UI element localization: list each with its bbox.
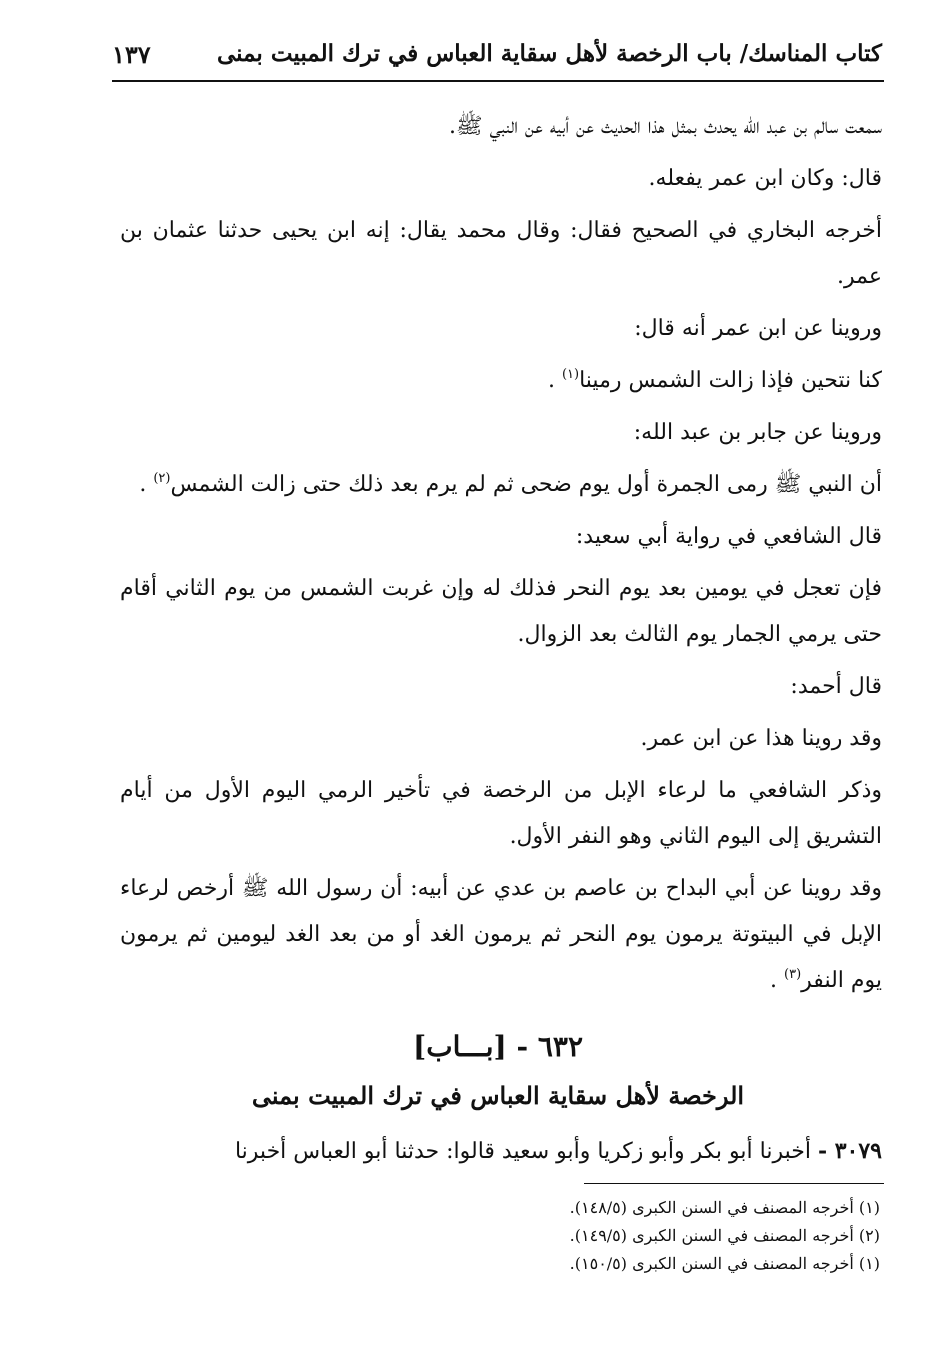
page-header [112,34,882,78]
footnote-rule [584,1183,884,1184]
header-rule [112,80,884,82]
paragraph: وروينا عن ابن عمر أنه قال: [634,316,882,341]
main-text [120,104,882,1010]
chapter-title: الرخصة لأهل سقاية العباس في ترك المبيت بمنى [251,1081,745,1110]
paragraph: سمعت سالم بن عبد الله يحدث بمثل هذا الحديث عن أبيه عن النبي ﷺ. [449,114,882,139]
footnote: (١) أخرجه المصنف في السنن الكبرى (١٥٠/٥). [569,1254,880,1273]
paragraph: فإن تعجل في يومين بعد يوم النحر فذلك له وإن غربت الشمس من يوم الثاني أقام حتى يرمي الجمار يوم الثالث بعد الزوال. [120,576,882,647]
footnote: (٢) أخرجه المصنف في السنن الكبرى (١٤٩/٥). [569,1226,880,1245]
paragraph [120,358,882,404]
hadith-paragraph [120,1128,882,1175]
footnotes [280,1194,880,1278]
hadith-number: ٣٠٧٩ - [817,1138,882,1164]
paragraph: قال أحمد: [790,674,882,699]
period: . [770,968,778,993]
paragraph: وذكر الشافعي ما لرعاء الإبل من الرخصة في تأخير الرمي اليوم الأول من أيام التشريق إلى اليوم الثاني وهو النفر الأول. [120,778,882,849]
chapter-number: ٦٣٢ - [بـــاب] [412,1030,584,1063]
paragraph-text: وقد روينا عن أبي البداح بن عاصم بن عدي عن أبيه: أن رسول الله ﷺ أرخص لرعاء الإبل في البيتوتة يرمون يوم النحر ثم يرمون الغد أو من بعد الغد ليومين ثم يرمون يوم النفر [120,876,882,993]
paragraph-text: كنا نتحين فإذا زالت الشمس رمينا [579,368,882,393]
paragraph: وروينا عن جابر بن عبد الله: [633,420,882,445]
paragraph: وقد روينا هذا عن ابن عمر. [640,726,882,751]
paragraph [120,462,882,508]
footnote-ref: (١) [561,367,580,382]
paragraph [120,866,882,1004]
footnote: (١) أخرجه المصنف في السنن الكبرى (١٤٨/٥). [569,1198,880,1217]
paragraph: قال: وكان ابن عمر يفعله. [648,166,882,191]
paragraph: أخرجه البخاري في الصحيح فقال: وقال محمد يقال: إنه ابن يحيى حدثنا عثمان بن عمر. [120,218,882,289]
hadith-text: أخبرنا أبو بكر وأبو زكريا وأبو سعيد قالوا: حدثنا أبو العباس أخبرنا [234,1139,811,1164]
paragraph: قال الشافعي في رواية أبي سعيد: [575,524,882,549]
page-number: ١٣٧ [112,40,151,69]
period: . [547,368,555,393]
period: . [139,472,147,497]
running-title: كتاب المناسك/ باب الرخصة لأهل سقاية العباس في ترك المبيت بمنى [217,40,882,67]
footnote-ref: (٣) [784,967,802,982]
footnote-ref: (٢) [153,471,171,486]
paragraph-text: أن النبي ﷺ رمى الجمرة أول يوم ضحى ثم لم يرم بعد ذلك حتى زالت الشمس [170,472,882,497]
